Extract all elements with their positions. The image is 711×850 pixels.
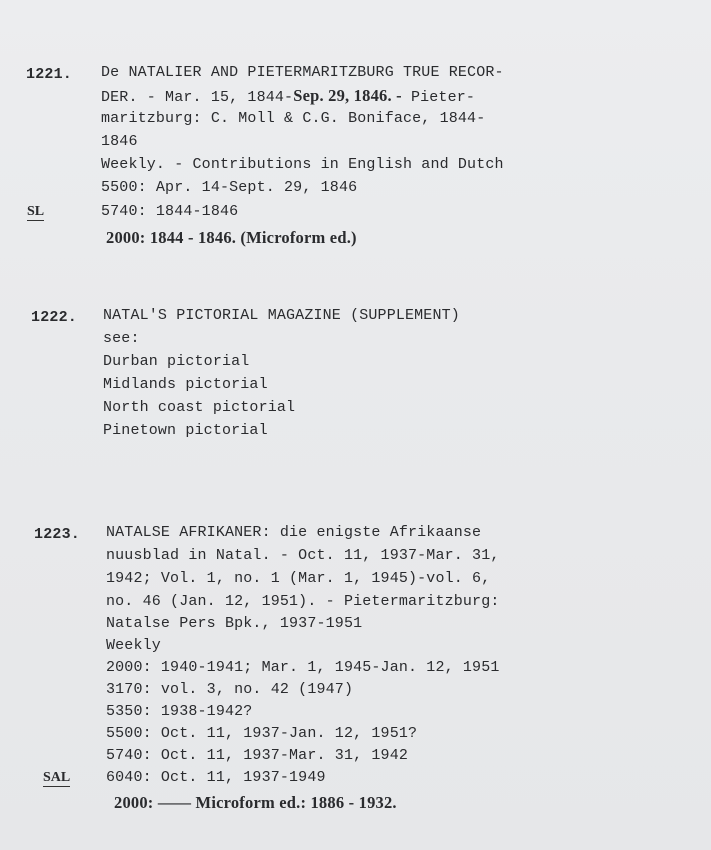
see-reference: North coast pictorial	[103, 399, 296, 416]
entry-frequency: Weekly	[106, 637, 161, 654]
handwritten-insert: Sep. 29, 1846. -	[293, 86, 402, 105]
see-reference: Midlands pictorial	[103, 376, 268, 393]
entry-title-line: 1942; Vol. 1, no. 1 (Mar. 1, 1945)-vol. 6,	[106, 570, 491, 587]
holding-line: 2000: 1940-1941; Mar. 1, 1945-Jan. 12, 1951	[106, 659, 500, 676]
entry-title-line: nuusblad in Natal. - Oct. 11, 1937-Mar. 31,	[106, 547, 500, 564]
entry-number: 1221.	[26, 66, 73, 83]
entry-frequency: Weekly. - Contributions in English and Dutch	[101, 156, 504, 173]
entry-publisher-line: Natalse Pers Bpk., 1937-1951	[106, 615, 363, 632]
entry-number: 1223.	[34, 526, 81, 543]
entry-number: 1222.	[31, 309, 78, 326]
entry-title-line: NATAL'S PICTORIAL MAGAZINE (SUPPLEMENT)	[103, 307, 460, 324]
entry-publisher-line-2: 1846	[101, 133, 138, 150]
entry-title-line: De NATALIER AND PIETERMARITZBURG TRUE RECOR-	[101, 64, 504, 81]
holding-line: 5500: Apr. 14-Sept. 29, 1846	[101, 179, 358, 196]
see-label: see:	[103, 330, 140, 347]
entry-date-start: DER. - Mar. 15, 1844-	[101, 89, 294, 106]
entry-title-line: no. 46 (Jan. 12, 1951). - Pietermaritzburg:	[106, 593, 500, 610]
holding-line: 5740: Oct. 11, 1937-Mar. 31, 1942	[106, 747, 408, 764]
holding-line: 5350: 1938-1942?	[106, 703, 253, 720]
library-code: SL	[27, 204, 45, 219]
entry-title-line: NATALSE AFRIKANER: die enigste Afrikaanse	[106, 524, 482, 541]
entry-date-line	[101, 84, 475, 109]
holding-microform: 2000: 1844 - 1846. (Microform ed.)	[106, 228, 357, 247]
see-reference: Durban pictorial	[103, 353, 250, 370]
holding-line: 5500: Oct. 11, 1937-Jan. 12, 1951?	[106, 725, 418, 742]
holding-line: 3170: vol. 3, no. 42 (1947)	[106, 681, 354, 698]
see-reference: Pinetown pictorial	[103, 422, 268, 439]
library-code: SAL	[43, 770, 71, 785]
entry-publisher-line: maritzburg: C. Moll & C.G. Boniface, 1844-	[101, 110, 486, 127]
holding-line: 6040: Oct. 11, 1937-1949	[106, 769, 326, 786]
holding-microform: 2000: —— Microform ed.: 1886 - 1932.	[114, 793, 397, 812]
entry-date-tail: Pieter-	[401, 89, 476, 106]
holding-line: 5740: 1844-1846	[101, 203, 239, 220]
